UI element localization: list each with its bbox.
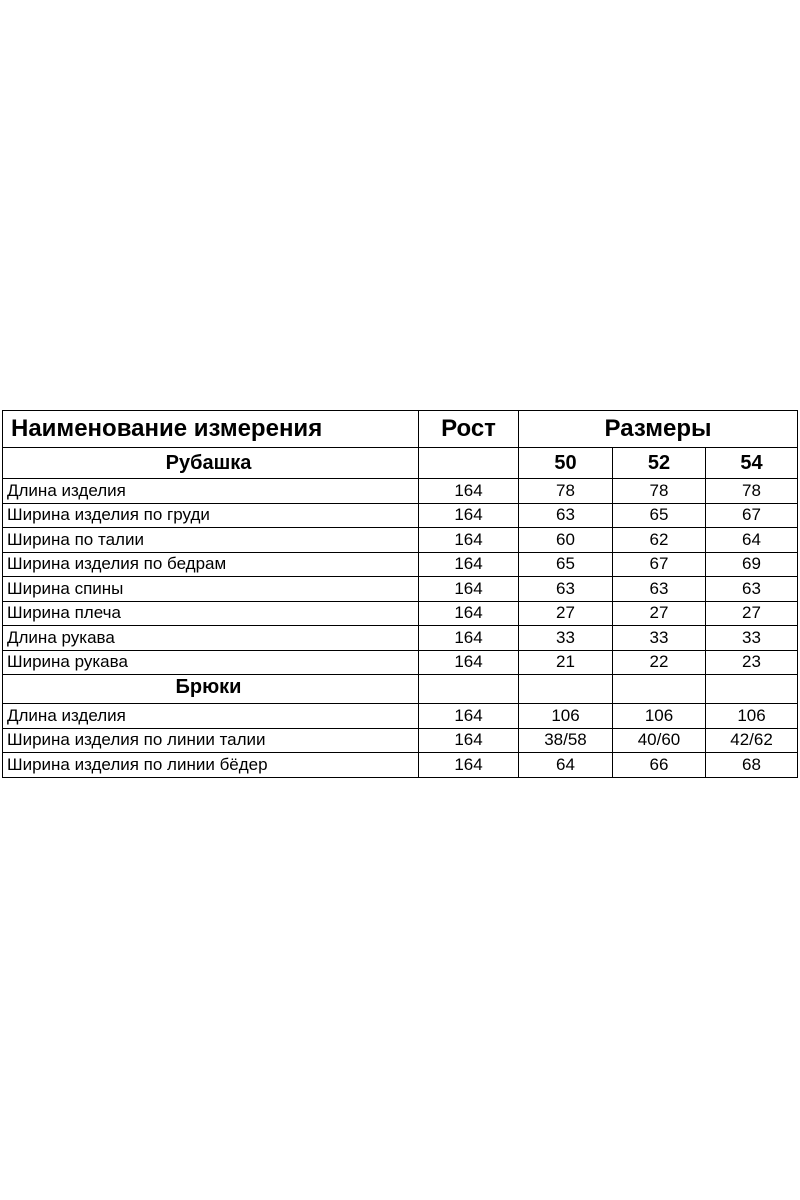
table-row — [3, 728, 798, 753]
size-value: 40/60 — [613, 728, 706, 753]
size-value: 21 — [519, 650, 613, 675]
height-value: 164 — [419, 728, 519, 753]
table-row — [3, 650, 798, 675]
section-row-trousers — [3, 675, 798, 704]
size-value: 23 — [706, 650, 798, 675]
height-value: 164 — [419, 479, 519, 504]
table-row — [3, 528, 798, 553]
table-row — [3, 503, 798, 528]
size-value: 63 — [613, 577, 706, 602]
size-value: 38/58 — [519, 728, 613, 753]
size-value: 65 — [519, 552, 613, 577]
size-value: 67 — [613, 552, 706, 577]
size-value: 106 — [706, 704, 798, 729]
table-row — [3, 753, 798, 778]
measurement-label: Ширина плеча — [3, 601, 419, 626]
size-value: 106 — [519, 704, 613, 729]
size-value: 33 — [519, 626, 613, 651]
header-height: Рост — [419, 411, 519, 448]
size-value: 22 — [613, 650, 706, 675]
height-value: 164 — [419, 601, 519, 626]
section-empty-cell — [613, 675, 706, 704]
header-sizes: Размеры — [519, 411, 798, 448]
size-value: 63 — [519, 503, 613, 528]
size-value: 64 — [519, 753, 613, 778]
section-empty-cell — [419, 675, 519, 704]
height-value: 164 — [419, 650, 519, 675]
size-value: 78 — [706, 479, 798, 504]
height-value: 164 — [419, 753, 519, 778]
size-value: 64 — [706, 528, 798, 553]
header-measurement-name: Наименование измерения — [3, 411, 419, 448]
table-row — [3, 626, 798, 651]
size-value: 42/62 — [706, 728, 798, 753]
size-chart-table — [2, 410, 798, 778]
size-value: 78 — [519, 479, 613, 504]
measurement-label: Длина изделия — [3, 704, 419, 729]
height-value: 164 — [419, 552, 519, 577]
section-empty-cell — [519, 675, 613, 704]
size-54-label: 54 — [706, 448, 798, 479]
size-50-label: 50 — [519, 448, 613, 479]
size-value: 68 — [706, 753, 798, 778]
size-value: 78 — [613, 479, 706, 504]
measurement-label: Ширина спины — [3, 577, 419, 602]
height-value: 164 — [419, 704, 519, 729]
size-value: 27 — [706, 601, 798, 626]
measurement-label: Длина рукава — [3, 626, 419, 651]
size-value: 33 — [613, 626, 706, 651]
size-value: 106 — [613, 704, 706, 729]
size-52-label: 52 — [613, 448, 706, 479]
section-row-shirt — [3, 448, 798, 479]
size-value: 63 — [706, 577, 798, 602]
table-header-row — [3, 411, 798, 448]
measurement-label: Ширина рукава — [3, 650, 419, 675]
measurement-label: Ширина изделия по бедрам — [3, 552, 419, 577]
height-value: 164 — [419, 577, 519, 602]
height-value: 164 — [419, 503, 519, 528]
height-value: 164 — [419, 528, 519, 553]
section-empty-height — [419, 448, 519, 479]
size-value: 66 — [613, 753, 706, 778]
measurement-label: Ширина по талии — [3, 528, 419, 553]
size-value: 69 — [706, 552, 798, 577]
size-value: 60 — [519, 528, 613, 553]
measurement-label: Ширина изделия по линии талии — [3, 728, 419, 753]
size-value: 27 — [613, 601, 706, 626]
height-value: 164 — [419, 626, 519, 651]
size-value: 63 — [519, 577, 613, 602]
measurement-label: Ширина изделия по линии бёдер — [3, 753, 419, 778]
section-empty-cell — [706, 675, 798, 704]
measurement-label: Длина изделия — [3, 479, 419, 504]
size-value: 62 — [613, 528, 706, 553]
size-value: 33 — [706, 626, 798, 651]
table-row — [3, 479, 798, 504]
measurement-label: Ширина изделия по груди — [3, 503, 419, 528]
section-title-shirt: Рубашка — [3, 448, 419, 479]
size-value: 67 — [706, 503, 798, 528]
table-row — [3, 704, 798, 729]
size-value: 27 — [519, 601, 613, 626]
size-value: 65 — [613, 503, 706, 528]
section-title-trousers: Брюки — [3, 675, 419, 704]
table-row — [3, 552, 798, 577]
table-row — [3, 601, 798, 626]
table-row — [3, 577, 798, 602]
